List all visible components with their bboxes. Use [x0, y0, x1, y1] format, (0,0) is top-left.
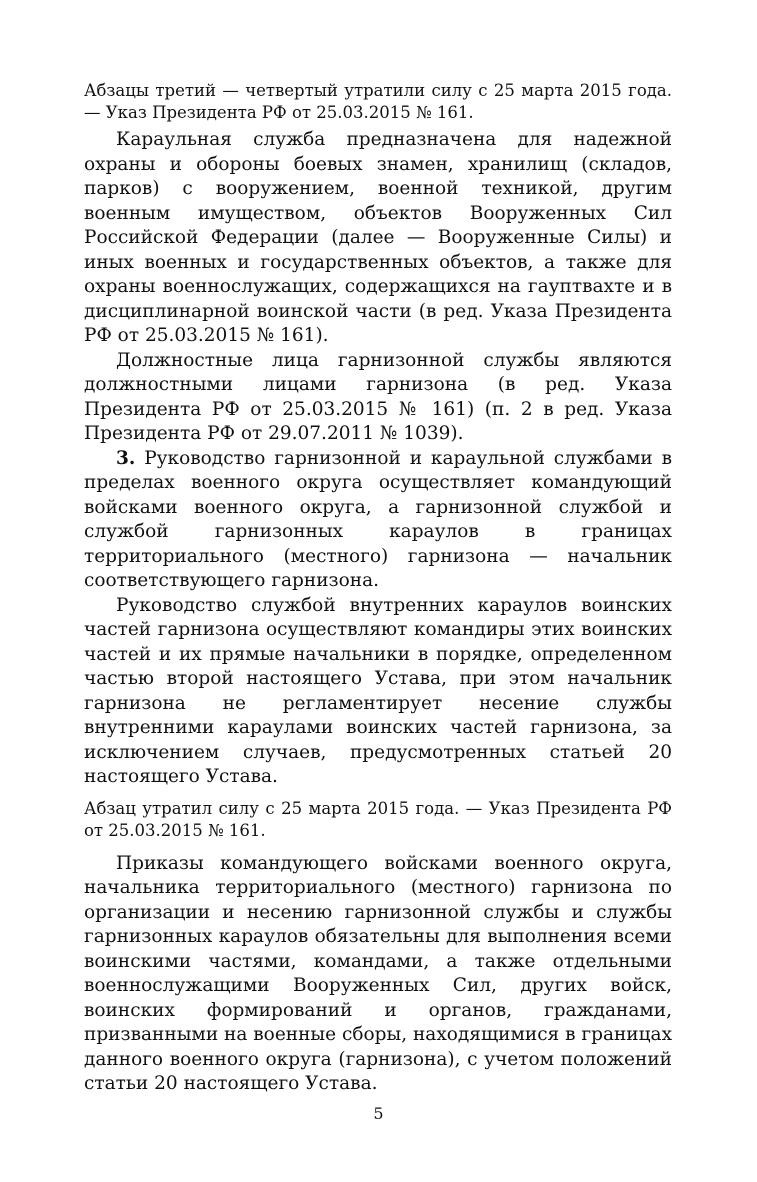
paragraph-3 [84, 447, 672, 594]
paragraph-3-number: 3. [116, 447, 136, 469]
paragraph-officials: Должностные лица гарнизонной службы являются должностными лицами гарнизона (в ред. Указа Президента РФ от 25.03.2015 № 161) (п. 2 в ред. Указа Президента РФ от 29.07.2011 № 1039). [84, 349, 672, 444]
amendment-note-1: Абзацы третий — четвертый утратили силу с 25 марта 2015 года. — Указ Президента РФ от 25.03.2015 № 161. [84, 81, 672, 122]
paragraph-guard-duty: Караульная служба предназначена для надежной охраны и обороны боевых знамен, хранилищ (складов, парков) с вооружением, военной техникой, другим военным имуществом, объектов Вооруженных Сил Российской Федерации (далее — Вооруженные Силы) и иных военных и государственных объектов, а также для охраны военнослужащих, содержащихся на гауптвахте и в дисциплинарной воинской части (в ред. Указа Президента РФ от 25.03.2015 № 161). [84, 129, 672, 346]
page-content [84, 80, 672, 1097]
paragraph-internal-guards: Руководство службой внутренних караулов воинских частей гарнизона осуществляют командиры этих воинских частей и их прямые начальники в порядке, определенном частью второй настоящего Устава, при этом начальник гарнизона не регламентирует несение службы внутренними караулами воинских частей гарнизона, за исключением случаев, предусмотренных статьей 20 настоящего Устава. [84, 594, 672, 787]
page-number: 5 [373, 1104, 384, 1123]
paragraph-orders: Приказы командующего войсками военного округа, начальника территориального (местного) гарнизона по организации и несению гарнизонной службы и службы гарнизонных караулов обязательны для выполнения всеми воинскими частями, командами, а также отдельными военнослужащими Вооруженных Сил, других войск, воинских формирований и органов, гражданами, призванными на военные сборы, находящимися в границах данного военного округа (гарнизона), с учетом положений статьи 20 настоящего Устава. [84, 852, 672, 1094]
amendment-note-2: Абзац утратил силу с 25 марта 2015 года. — Указ Президента РФ от 25.03.2015 № 161. [84, 798, 672, 840]
paragraph-3-text: Руководство гарнизонной и караульной службами в пределах военного округа осуществляет командующий войсками военного округа, а гарнизонной службой и службой гарнизонных караулов в границах территориального (местного) гарнизона — начальник соответствующего гарнизона. [84, 447, 672, 591]
